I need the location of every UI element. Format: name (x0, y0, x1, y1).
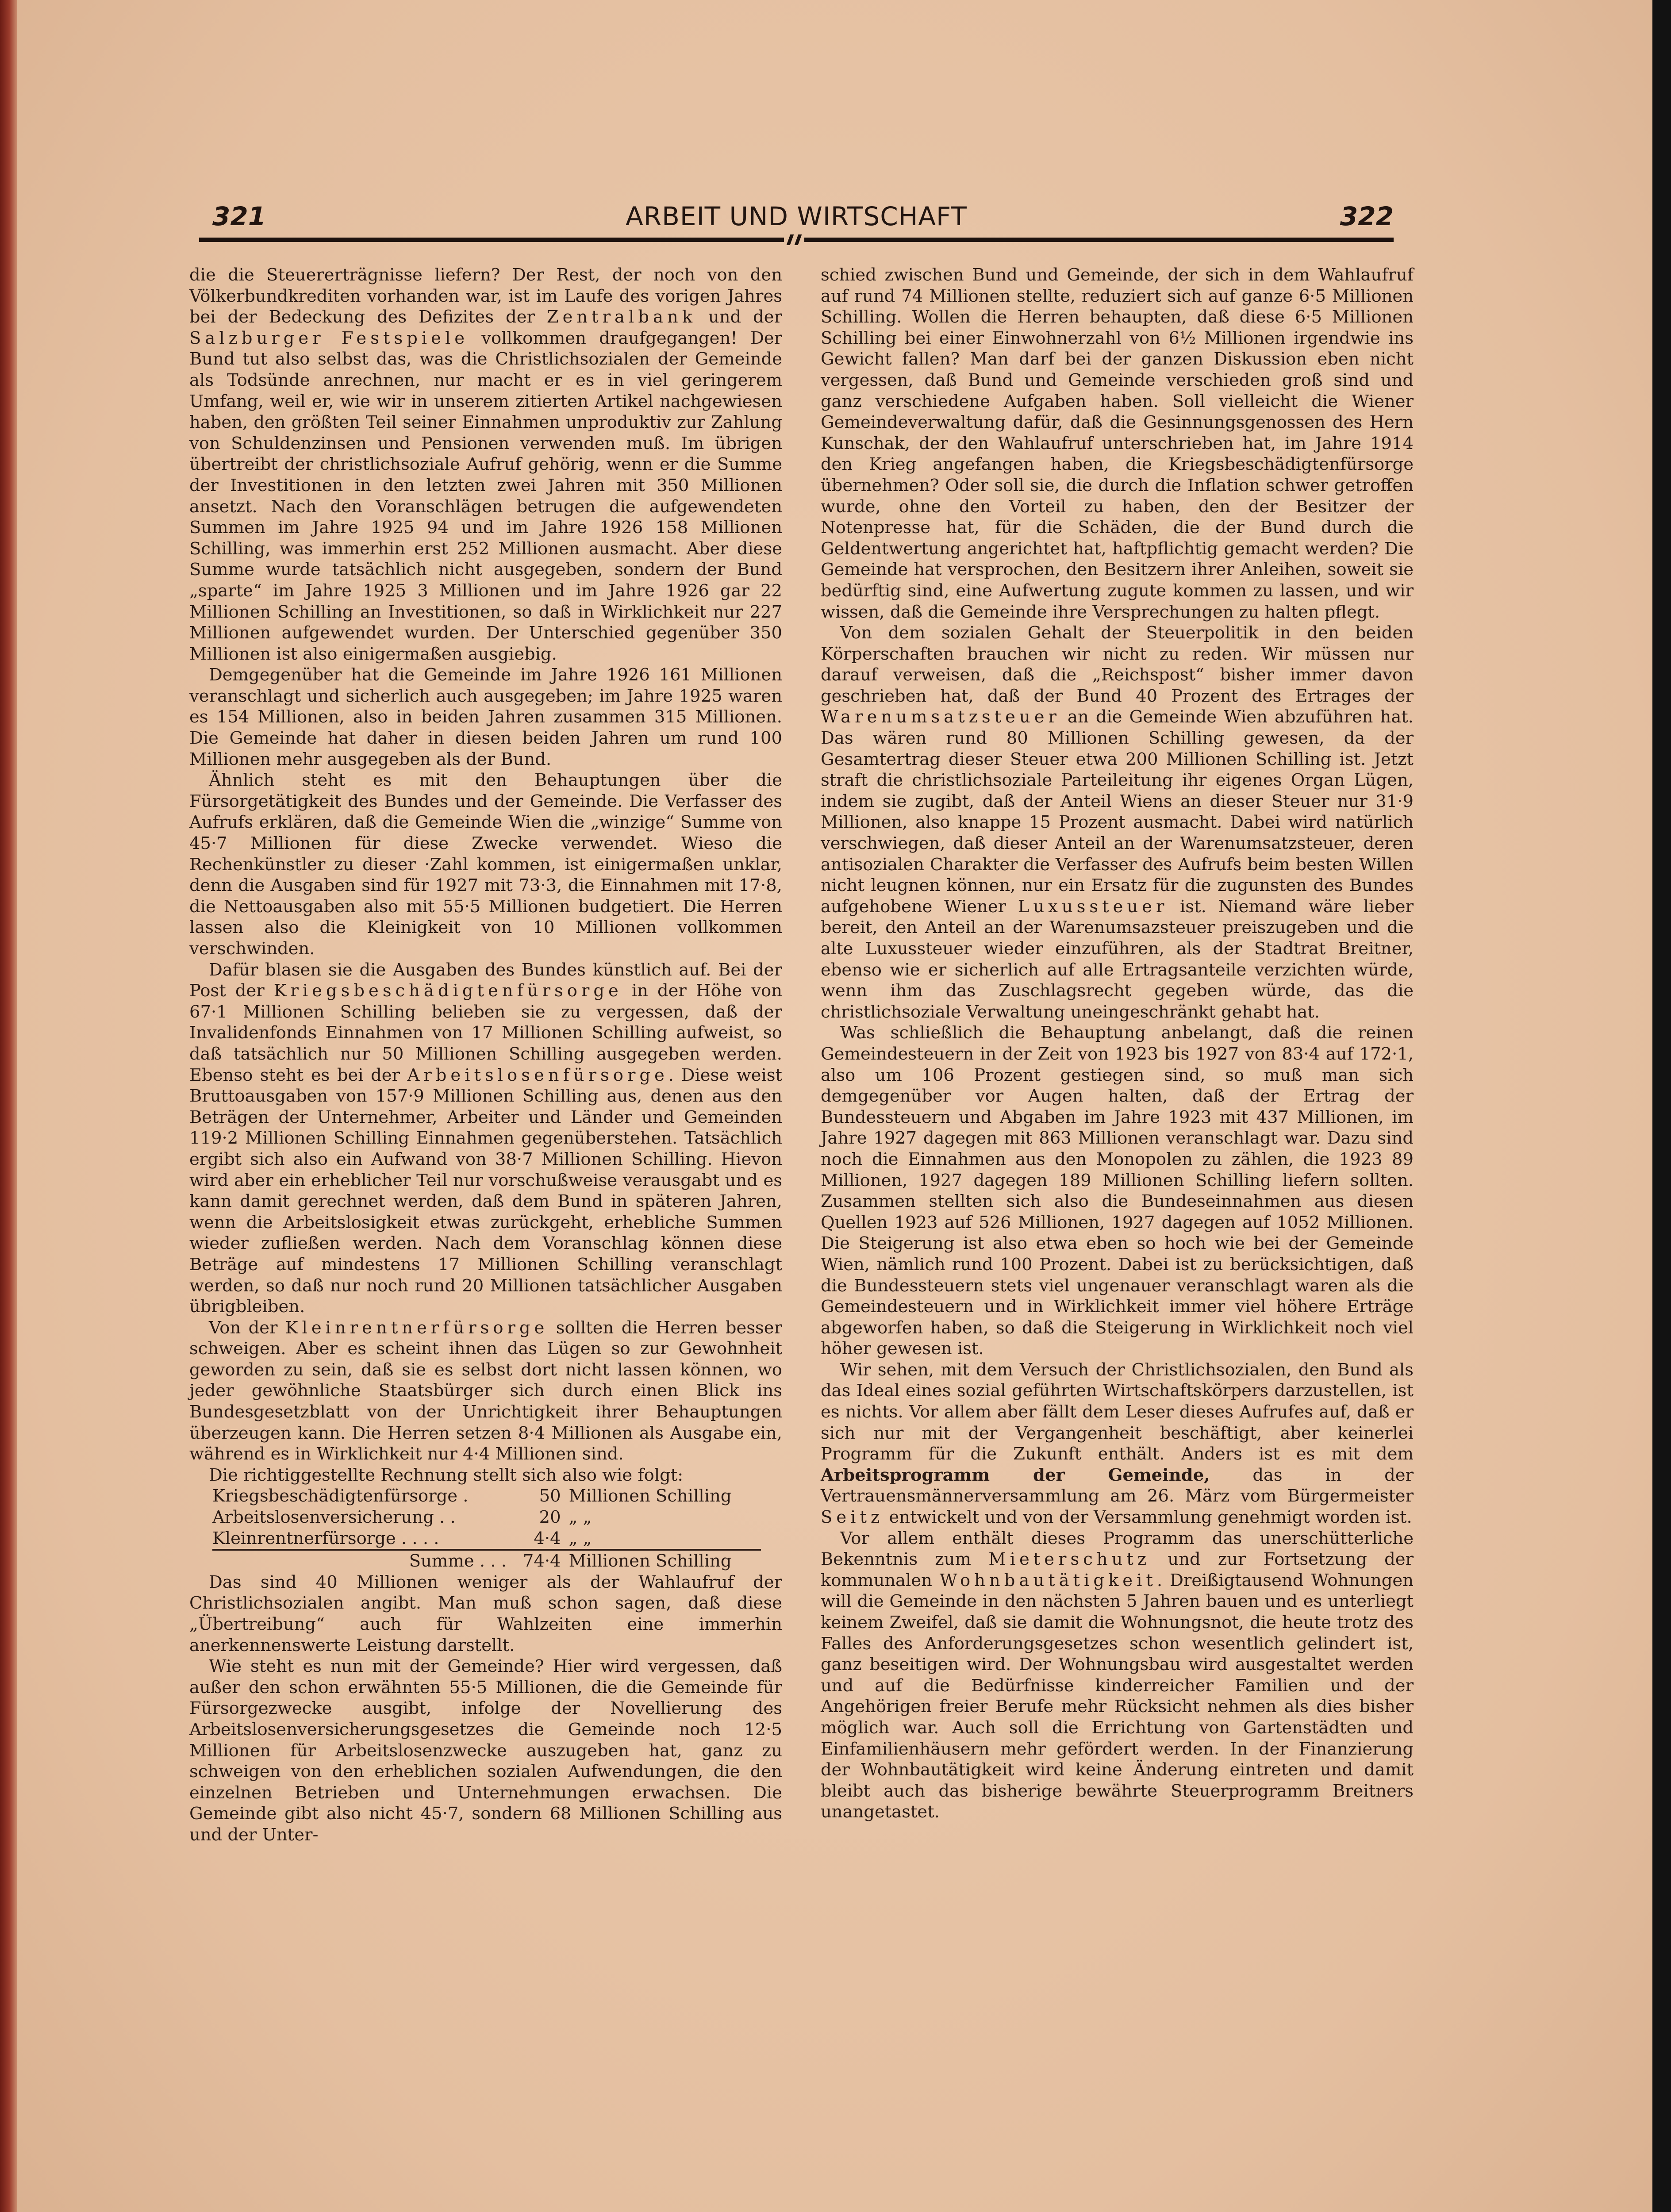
binding-edge (0, 0, 17, 2212)
bold-emphasis: Arbeitsprogramm der Gemeinde, (821, 1465, 1210, 1485)
paragraph: Dafür blasen sie die Ausgaben des Bundes künstlich auf. Bei der Post der Kriegsbeschädigtenfürsorge in der Höhe von 67·1 Millionen Schilling belieben sie zu vergessen, daß der Invalidenfonds Einnahmen von 17 Millionen Schilling aufweist, so daß tatsächlich nur 50 Millionen Schilling ausgegeben werden. Ebenso steht es bei der Arbeitslosenfürsorge. Diese weist Bruttoausgaben von 157·9 Millionen Schilling aus, denen aus den Beträgen der Unternehmer, Arbeiter und Länder und Gemeinden 119·2 Millionen Schilling Einnahmen gegenüberstehen. Tatsächlich ergibt sich also ein Aufwand von 38·7 Millionen Schilling. Hievon wird aber ein erheblicher Teil nur vorschußweise verausgabt und es kann damit gerechnet werden, daß dem Bund in späteren Jahren, wenn die Arbeitslosigkeit etwas zurückgeht, erhebliche Summen wieder zufließen werden. Nach dem Voranschlag können diese Beträge auf mindestens 17 Millionen Schilling veranschlagt werden, so daß nur noch rund 20 Millionen tatsächlicher Ausgaben übrigbleiben. (189, 960, 783, 1317)
table-row (212, 1486, 761, 1507)
table-cell-unit: „ „ (569, 1528, 592, 1548)
paragraph: Vor allem enthält dieses Programm das unerschütterliche Bekenntnis zum Mieterschutz und zur Fortsetzung der kommunalen Wohnbautätigkeit. Dreißigtausend Wohnungen will die Gemeinde in den nächsten 5 Jahren bauen und es unterliegt keinem Zweifel, daß sie damit die Wohnungsnot, die heute trotz des Falles des Anforderungsgesetzes schon wesentlich gelindert ist, ganz beseitigen wird. Der Wohnungsbau wird ausgestaltet werden und auf die Bedürfnisse kinderreicher Familien und der Angehörigen freier Berufe mehr Rücksicht nehmen als dies bisher möglich war. Auch soll die Errichtung von Gartenstädten und Einfamilienhäusern mehr gefördert werden. In der Finanzierung der Wohnbautätigkeit wird keine Änderung eintreten und damit bleibt auch das bisherige bewährte Steuerprogramm Breitners unangetastet. (821, 1528, 1414, 1822)
spaced-emphasis: Mieterschutz (988, 1549, 1151, 1570)
spaced-emphasis: Wohnbautätigkeit (940, 1570, 1157, 1590)
page-number-right: 322 (1340, 201, 1394, 231)
table-cell-amount: 4·4 (534, 1528, 561, 1548)
paragraph: Wir sehen, mit dem Versuch der Christlichsozialen, den Bund als das Ideal eines sozial geführten Wirtschaftskörpers darzustellen, ist es nichts. Vor allem aber fällt dem Leser dieses Aufrufes auf, daß er sich nur mit der Vergangenheit beschäftigt, aber keinerlei Programm für die Zukunft enthält. Anders ist es mit dem Arbeitsprogramm der Gemeinde, das in der Vertrauensmännerversammlung am 26. März vom Bürgermeister Seitz entwickelt und von der Versammlung genehmigt worden ist. (821, 1359, 1414, 1528)
table-cell-label: Arbeitslosenversicherung . . (212, 1507, 456, 1528)
table-sum-label: Summe . . . (212, 1550, 515, 1572)
table-row (212, 1528, 761, 1550)
header-rule-ornament (784, 234, 804, 245)
spaced-emphasis: Kriegsbeschädigtenfürsorge (273, 981, 622, 1001)
text-column-left (189, 265, 782, 1846)
table-cell-label: Kleinrentnerfürsorge . . . . (212, 1528, 439, 1548)
spaced-emphasis: Salzburger Festspiele (189, 328, 469, 348)
paragraph: Von dem sozialen Gehalt der Steuerpolitik in den beiden Körperschaften brauchen wir nicht zu reden. Wir müssen nur darauf verweisen, daß die „Reichspost“ bisher immer davon geschrieben hat, daß der Bund 40 Prozent des Ertrages der Warenumsatzsteuer an die Gemeinde Wien abzuführen hat. Das wären rund 80 Millionen Schilling gewesen, da der Gesamtertrag dieser Steuer etwa 200 Millionen Schilling ist. Jetzt straft die christlichsoziale Parteileitung ihr eigenes Organ Lügen, indem sie zugibt, daß der Anteil Wiens an dieser Steuer nur 31·9 Millionen, also knappe 15 Prozent ausmacht. Dabei wird natürlich verschwiegen, daß dieser Anteil an der Warenumsatzsteuer, deren antisozialen Charakter die Verfasser des Aufrufs beim besten Willen nicht leugnen können, nur ein Ersatz für die zugunsten des Bundes aufgehobene Wiener Luxussteuer ist. Niemand wäre lieber bereit, den Anteil an der Warenumsazsteuer preiszugeben und die alte Luxussteuer wieder einzuführen, als der Stadtrat Breitner, ebenso wie er sicherlich auf alle Ertragsanteile verzichten würde, wenn ihm das Zuschlagsrecht gegeben würde, das die christlichsoziale Verwaltung uneingeschränkt gehabt hat. (821, 623, 1414, 1022)
table-cell-amount: 50 (539, 1486, 561, 1506)
paragraph: Von der Kleinrentnerfürsorge sollten die Herren besser schweigen. Aber es scheint ihnen das Lügen so zur Gewohnheit geworden zu sein, daß sie es selbst dort nicht lassen können, wo jeder gewöhnliche Staatsbürger sich durch einen Blick ins Bundesgesetzblatt von der Unrichtigkeit ihrer Behauptungen überzeugen kann. Die Herren setzen 8·4 Millionen als Ausgabe ein, während es in Wirklichkeit nur 4·4 Millionen sind. (189, 1317, 782, 1464)
spaced-emphasis: Warenumsatzsteuer (821, 707, 1060, 727)
paragraph: schied zwischen Bund und Gemeinde, der sich in dem Wahlaufruf auf rund 74 Millionen stellte, reduziert sich auf ganze 6·5 Millionen Schilling. Wollen die Herren behaupten, daß diese 6·5 Millionen Schilling bei einer Einwohnerzahl von 6½ Millionen irgendwie ins Gewicht fallen? Man darf bei der ganzen Diskussion eben nicht vergessen, daß Bund und Gemeinde verschieden groß sind und ganz verschiedene Aufgaben haben. Soll vielleicht die Wiener Gemeindeverwaltung dafür, daß die Gesinnungsgenossen des Hern Kunschak, der den Wahlaufruf unterschrieben hat, im Jahre 1914 den Krieg angefangen haben, die Kriegsbeschädigtenfürsorge übernehmen? Oder soll sie, die durch die Inflation schwer getroffen wurde, ohne den Vorteil zu haben, den der Besitzer der Notenpresse hat, für die Schäden, die der Bund durch die Geldentwertung angerichtet hat, haftpflichtig gemacht werden? Die Gemeinde hat versprochen, den Besitzern ihrer Anleihen, soweit sie bedürftig sind, eine Aufwertung zugute kommen zu lassen, und wir wissen, daß die Gemeinde ihre Versprechungen zu halten pflegt. (821, 265, 1414, 622)
journal-title: ARBEIT UND WIRTSCHAFT (626, 201, 967, 231)
page-number-left: 321 (212, 201, 266, 231)
table-cell-amount: 20 (539, 1507, 561, 1528)
spaced-emphasis: Seitz (821, 1507, 884, 1528)
paragraph: Das sind 40 Millionen weniger als der Wahlaufruf der Christlichsozialen angibt. Man muß schon sagen, daß diese „Übertreibung“ auch für Wahlzeiten eine immerhin anerkennenswerte Leistung darstellt. (189, 1572, 782, 1655)
table-row (212, 1507, 761, 1528)
paragraph: Was schließlich die Behauptung anbelangt, daß die reinen Gemeindesteuern in der Zeit von 1923 bis 1927 von 83·4 auf 172·1, also um 106 Prozent gestiegen sind, so muß man sich demgegenüber vor Augen halten, daß der Ertrag der Bundessteuern und Abgaben im Jahre 1923 mit 437 Millionen, im Jahre 1927 dagegen mit 863 Millionen veranschlagt war. Dazu sind noch die Einnahmen aus den Monopolen zu zählen, die 1923 89 Millionen, 1927 dagegen 189 Millionen Schilling liefern sollten. Zusammen stellten sich also die Bundeseinnahmen aus diesen Quellen 1923 auf 526 Millionen, 1927 dagegen auf 1052 Millionen. Die Steigerung ist also etwa eben so hoch wie bei der Gemeinde Wien, nämlich rund 100 Prozent. Dabei ist zu berücksichtigen, daß die Bundessteuern stets viel ungenauer veranschlagt waren als die Gemeindesteuern und in Wirklichkeit immer viel höhere Erträge abgeworfen haben, so daß die Steigerung in Wirklichkeit noch viel höher gewesen ist. (821, 1023, 1414, 1359)
paragraph: Ähnlich steht es mit den Behauptungen über die Fürsorgetätigkeit des Bundes und der Gemeinde. Die Verfasser des Aufrufs erklären, daß die Gemeinde Wien die „winzige“ Summe von 45·7 Millionen für diese Zwecke verwendet. Wieso die Rechenkünstler zu dieser ·Zahl kommen, ist einigermaßen unklar, denn die Ausgaben sind für 1927 mit 73·3, die Einnahmen mit 17·8, die Nettoausgaben also mit 55·5 Millionen budgetiert. Die Herren lassen also die Kleinigkeit von 10 Millionen vollkommen verschwinden. (189, 770, 782, 959)
table-cell-unit: „ „ (569, 1507, 592, 1528)
table-sum-amount: 74·4 (515, 1550, 569, 1572)
paragraph: die die Steuererträgnisse liefern? Der Rest, der noch von den Völkerbundkrediten vorhanden war, ist im Laufe des vorigen Jahres bei der Bedeckung des Defizites der Zentralbank und der Salzburger Festspiele vollkommen draufgegangen! Der Bund tut also selbst das, was die Christlichsozialen der Gemeinde als Todsünde anrechnen, nur macht er es in viel geringerem Umfang, weil er, wie wir in unserem zitierten Artikel nachgewiesen haben, den größten Teil seiner Einnahmen unproduktiv zur Zahlung von Schuldenzinsen und Pensionen verwenden muß. Im übrigen übertreibt der christlichsoziale Aufruf gehörig, wenn er die Summe der Investitionen in den letzten zwei Jahren mit 350 Millionen ansetzt. Nach den Voranschlägen betrugen die aufgewendeten Summen im Jahre 1925 94 und im Jahre 1926 158 Millionen Schilling, was immerhin erst 252 Millionen ausmacht. Aber diese Summe wurde tatsächlich nicht ausgegeben, sondern der Bund „sparte“ im Jahre 1925 3 Millionen und im Jahre 1926 gar 22 Millionen Schilling an Investitionen, so daß in Wirklichkeit nur 227 Millionen aufgewendet wurden. Der Unterschied gegenüber 350 Millionen ist also einigermaßen ausgiebig. (189, 265, 782, 664)
table-sum-unit: Millionen Schilling (569, 1550, 761, 1572)
spaced-emphasis: Zentralbank (546, 307, 697, 327)
paragraph: Demgegenüber hat die Gemeinde im Jahre 1926 161 Millionen veranschlagt und sicherlich auch ausgegeben; im Jahre 1925 waren es 154 Millionen, also in beiden Jahren zusammen 315 Millionen. Die Gemeinde hat daher in diesen beiden Jahren um rund 100 Millionen mehr ausgegeben als der Bund. (189, 665, 782, 769)
table-cell-unit: Millionen Schilling (569, 1486, 732, 1506)
text-column-right (821, 265, 1414, 1823)
calculation-table (212, 1486, 761, 1571)
spaced-emphasis: Luxussteuer (1018, 896, 1168, 917)
table-sum-row (212, 1550, 761, 1572)
paragraph: Die richtiggestellte Rechnung stellt sich also wie folgt: (209, 1465, 684, 1485)
scan-border (1652, 0, 1671, 2212)
spaced-emphasis: Arbeitslosenfürsorge (407, 1065, 668, 1085)
spaced-emphasis: Kleinrentnerfürsorge (285, 1317, 549, 1338)
paragraph: Wie steht es nun mit der Gemeinde? Hier wird vergessen, daß außer den schon erwähnten 55·5 Millionen, die die Gemeinde für Fürsorgezwecke ausgibt, infolge der Novellierung des Arbeitslosenversicherungsgesetzes die Gemeinde noch 12·5 Millionen für Arbeitslosenzwecke auszugeben hat, ganz zu schweigen von den erheblichen sozialen Aufwendungen, die den einzelnen Betrieben und Unternehmungen erwachsen. Die Gemeinde gibt also nicht 45·7, sondern 68 Millionen Schilling aus und der Unter- (189, 1656, 782, 1845)
table-cell-label: Kriegsbeschädigtenfürsorge . (212, 1486, 469, 1506)
